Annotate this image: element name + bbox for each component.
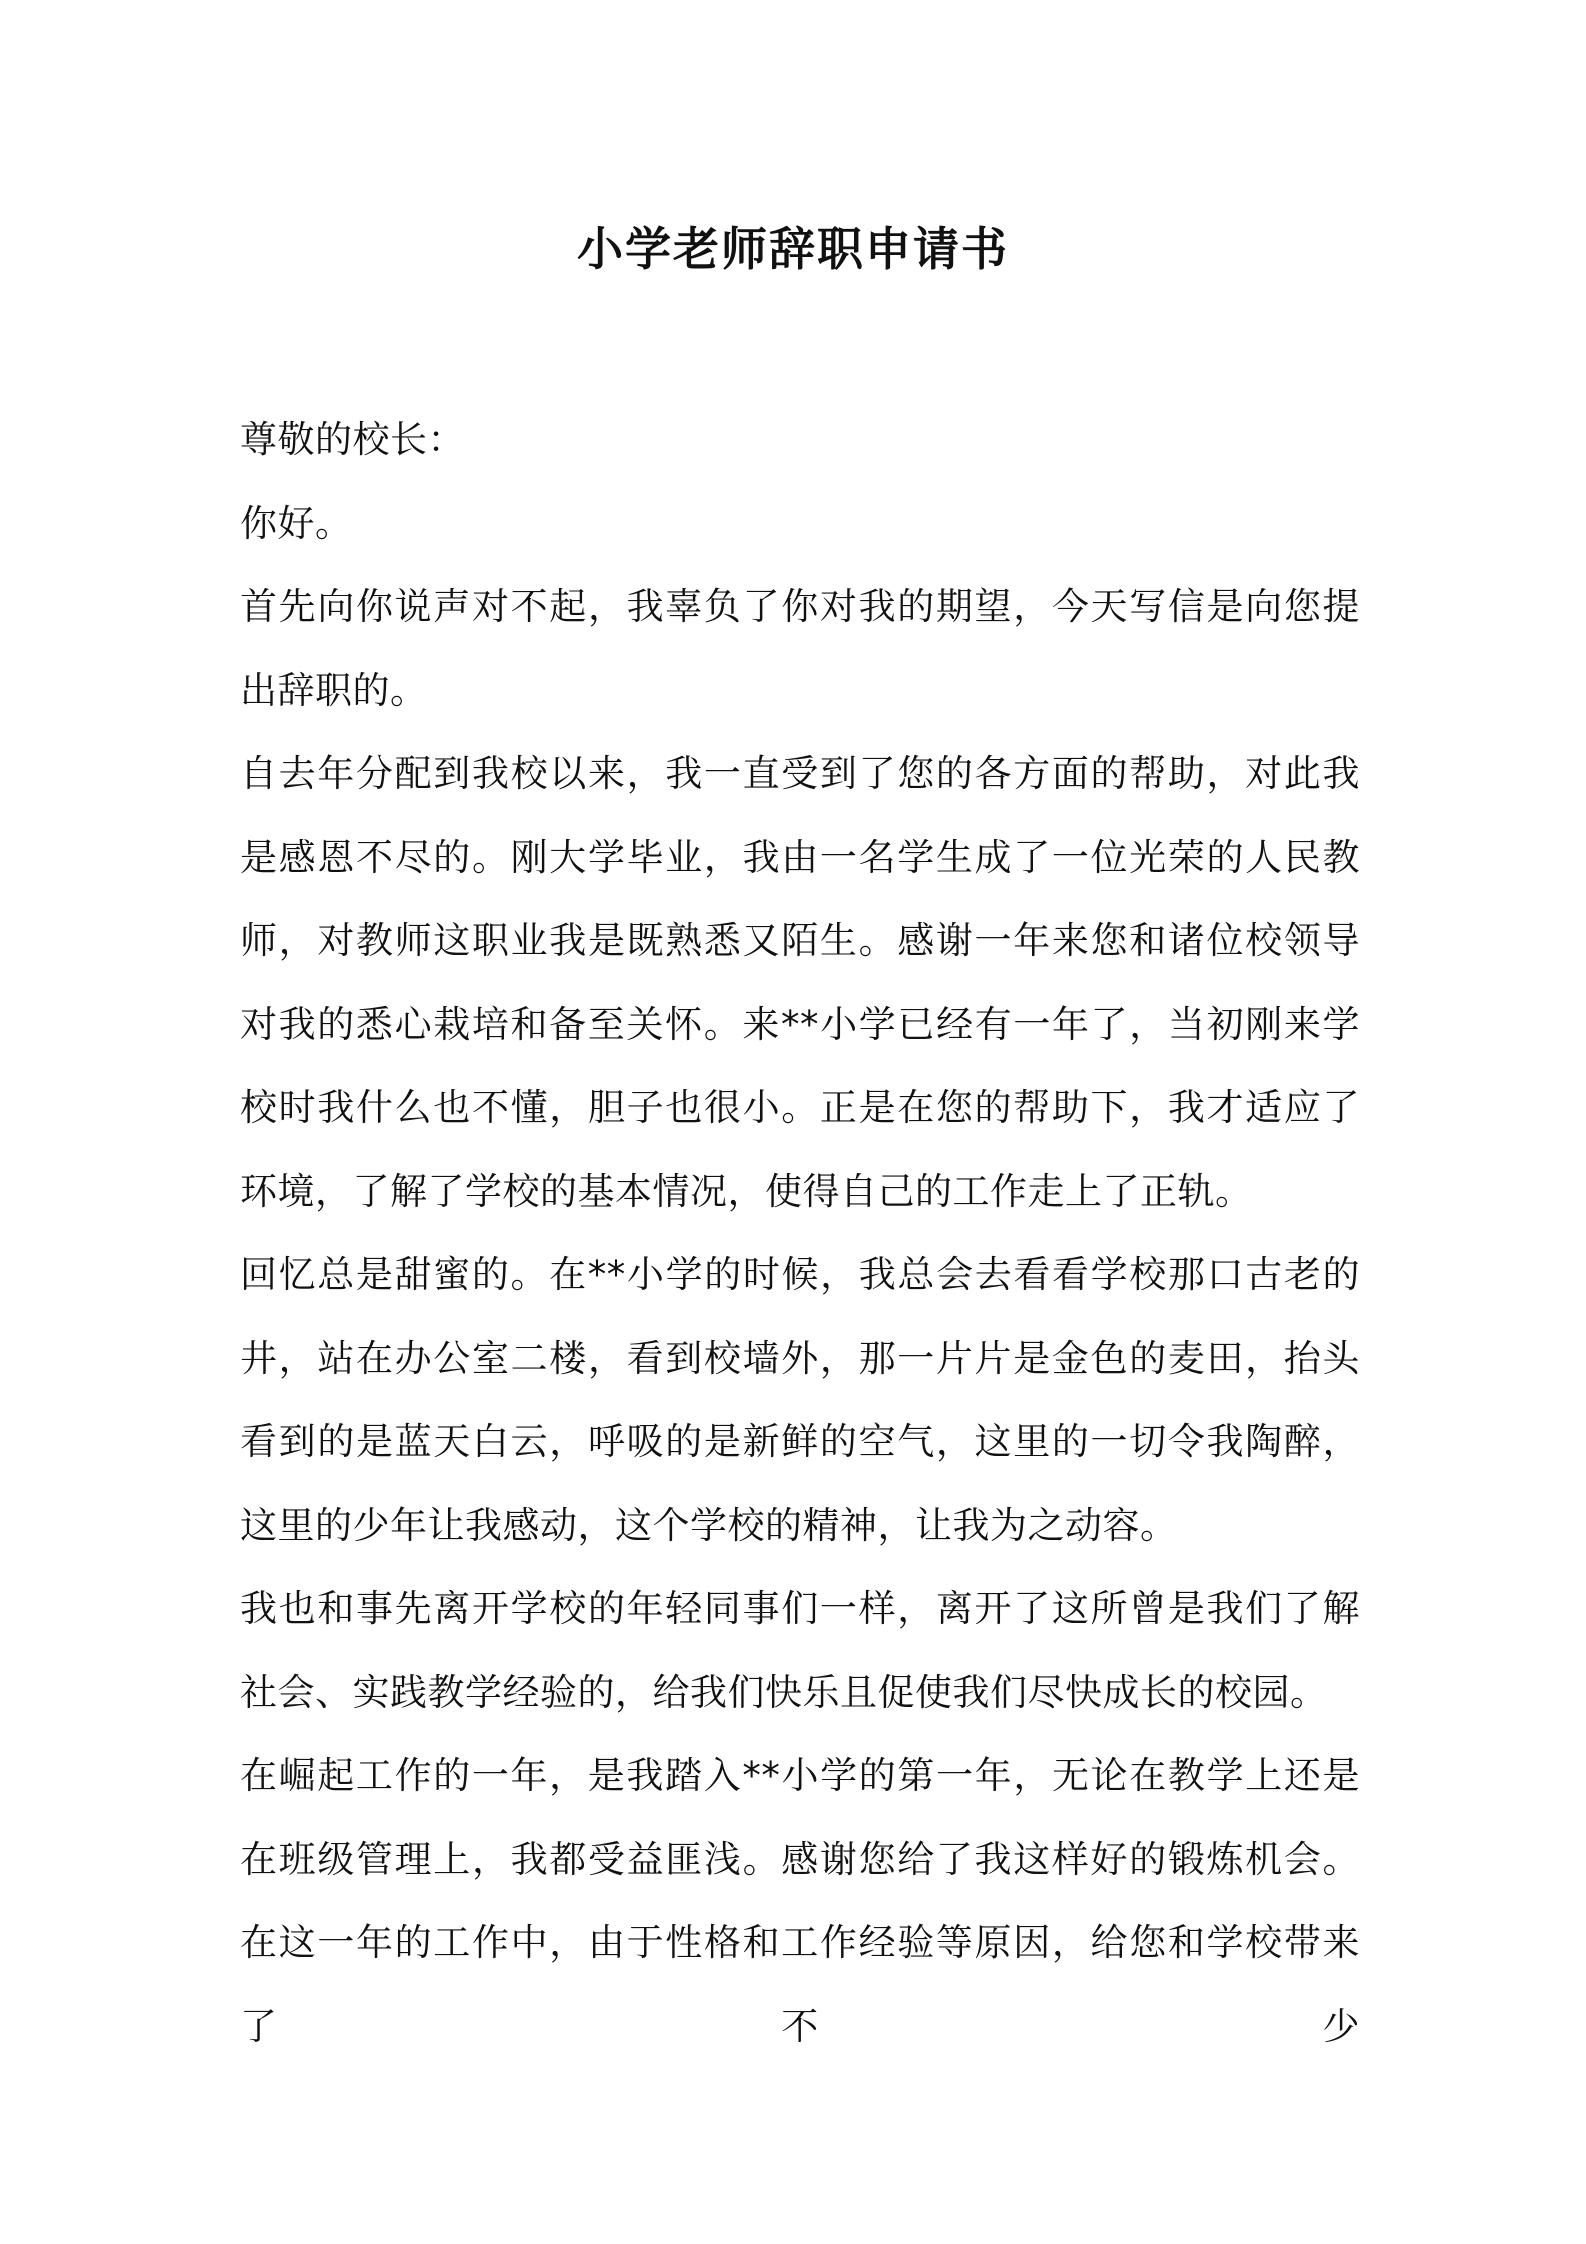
paragraph-gratitude: 自去年分配到我校以来，我一直受到了您的各方面的帮助，对此我是感恩不尽的。刚大学毕业，我由一名学生成了一位光荣的人民教师，对教师这职业我是既熟悉又陌生。感谢一年来您和诸位校领导对我的悉心栽培和备至关怀。来**小学已经有一年了，当初刚来学校时我什么也不懂，胆子也很小。正是在您的帮助下，我才适应了环境，了解了学校的基本情况，使得自己的工作走上了正轨。 bbox=[240, 752, 1360, 1213]
paragraph-apology: 首先向你说声对不起，我辜负了你对我的期望，今天写信是向您提出辞职的。 bbox=[240, 585, 1360, 712]
paragraph-first-year: 在崛起工作的一年，是我踏入**小学的第一年，无论在教学上还是在班级管理上，我都受益匪浅。感谢您给了我这样好的锻炼机会。在这一年的工作中，由于性格和工作经验等原因，给您和学校带来了不少 bbox=[240, 1754, 1360, 2048]
paragraph-leaving: 我也和事先离开学校的年轻同事们一样，离开了这所曾是我们了解社会、实践教学经验的，给我们快乐且促使我们尽快成长的校园。 bbox=[240, 1587, 1360, 1714]
letter-body bbox=[240, 398, 1360, 2068]
salutation: 尊敬的校长： bbox=[240, 418, 465, 461]
paragraph-memories: 回忆总是甜蜜的。在**小学的时候，我总会去看看学校那口古老的井，站在办公室二楼，看到校墙外，那一片片是金色的麦田，抬头看到的是蓝天白云，呼吸的是新鲜的空气，这里的一切令我陶醉，这里的少年让我感动，这个学校的精神，让我为之动容。 bbox=[240, 1253, 1360, 1547]
document-title: 小学老师辞职申请书 bbox=[577, 222, 1009, 276]
greeting: 你好。 bbox=[240, 501, 353, 545]
